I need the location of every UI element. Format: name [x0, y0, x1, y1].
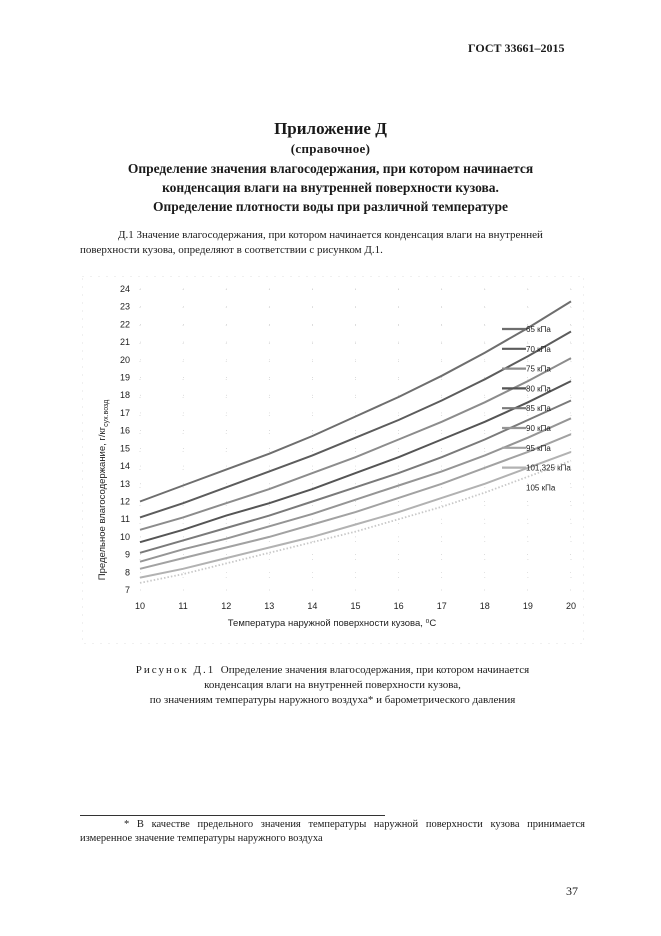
intro-paragraph: Д.1 Значение влагосодержания, при котором начинается конденсация влаги на внутренней поверхности кузова, определяют в соответствии с рисунком Д.1. [80, 229, 543, 256]
y-tick-label-13: 20 [119, 354, 130, 365]
y-axis-label-sub: сух.возд [103, 399, 110, 427]
legend-label-0: 65 кПа [526, 325, 551, 334]
y-tick-label-12: 19 [119, 372, 130, 383]
appendix-subtitle: (справочное) [290, 141, 371, 156]
y-tick-label-17: 24 [119, 284, 130, 294]
legend-label-2: 75 кПа [526, 364, 551, 374]
legend-label-1: 70 кПа [526, 344, 551, 354]
y-tick-label-11: 18 [119, 390, 130, 401]
caption-line-1 [80, 663, 585, 678]
appendix-heading [0, 159, 661, 216]
y-tick-label-9: 16 [119, 425, 130, 436]
y-tick-label-5: 12 [119, 496, 130, 507]
x-tick-label-4: 14 [307, 601, 318, 611]
y-tick-label-2: 9 [124, 549, 130, 560]
moisture-chart [82, 276, 584, 644]
y-tick-label-7: 14 [119, 461, 130, 472]
caption-line-2: конденсация влаги на внутренней поверхности кузова, [204, 679, 461, 691]
legend-label-6: 95 кПа [526, 443, 551, 453]
heading-line-1: Определение значения влагосодержания, при котором начинается [127, 161, 534, 176]
x-tick-label-10: 20 [565, 601, 577, 611]
legend-label-5: 90 кПа [526, 424, 551, 433]
x-tick-label-8: 18 [479, 601, 490, 611]
heading-line-2: конденсация влаги на внутренней поверхности кузова. [162, 180, 499, 195]
x-tick-label-1: 11 [178, 601, 188, 611]
y-tick-label-8: 15 [119, 443, 130, 454]
appendix-title: Приложение Д [274, 119, 387, 138]
y-tick-label-6: 13 [119, 478, 130, 489]
legend-label-7: 101,325 кПа [526, 463, 571, 473]
caption-line-3: по значениям температуры наружного воздуха* и барометрического давления [149, 694, 516, 706]
figure-d1 [82, 276, 584, 644]
y-tick-label-14: 21 [119, 337, 130, 348]
x-axis-label: Температура наружной поверхности кузова, ⁰С [227, 618, 437, 629]
x-tick-label-9: 19 [522, 601, 533, 611]
x-tick-label-2: 12 [221, 601, 232, 611]
caption-prefix: Рисунок Д.1 [135, 664, 216, 676]
y-tick-label-3: 10 [119, 531, 130, 542]
legend-label-3: 80 кПа [526, 384, 551, 394]
y-tick-label-1: 8 [124, 567, 130, 578]
x-tick-label-5: 15 [350, 601, 361, 611]
heading-line-3: Определение плотности воды при различной температуре [152, 199, 509, 214]
y-tick-label-15: 22 [119, 319, 130, 330]
y-tick-label-16: 23 [119, 301, 130, 312]
x-tick-label-6: 16 [393, 601, 404, 611]
page-number: 37 [566, 884, 578, 898]
footnote: * В качестве предельного значения температуры наружной поверхности кузова принимается измеренное значение температуры наружного воздуха [80, 819, 585, 844]
figure-caption [80, 663, 585, 708]
caption-line-1-text: Определение значения влагосодержания, при котором начинается [220, 664, 530, 676]
legend-label-8: 105 кПа [526, 483, 556, 493]
x-tick-label-7: 17 [436, 601, 447, 611]
footnote-separator [80, 815, 385, 816]
y-tick-label-10: 17 [119, 407, 130, 418]
y-tick-label-0: 7 [124, 585, 130, 595]
standard-number: ГОСТ 33661–2015 [468, 41, 565, 55]
x-tick-label-3: 13 [264, 601, 275, 611]
y-tick-label-4: 11 [120, 514, 130, 525]
y-axis-label-main: Предельное влагосодержание, г/кг [97, 426, 108, 581]
x-tick-label-0: 10 [134, 601, 146, 611]
legend-label-4: 85 кПа [526, 404, 551, 414]
